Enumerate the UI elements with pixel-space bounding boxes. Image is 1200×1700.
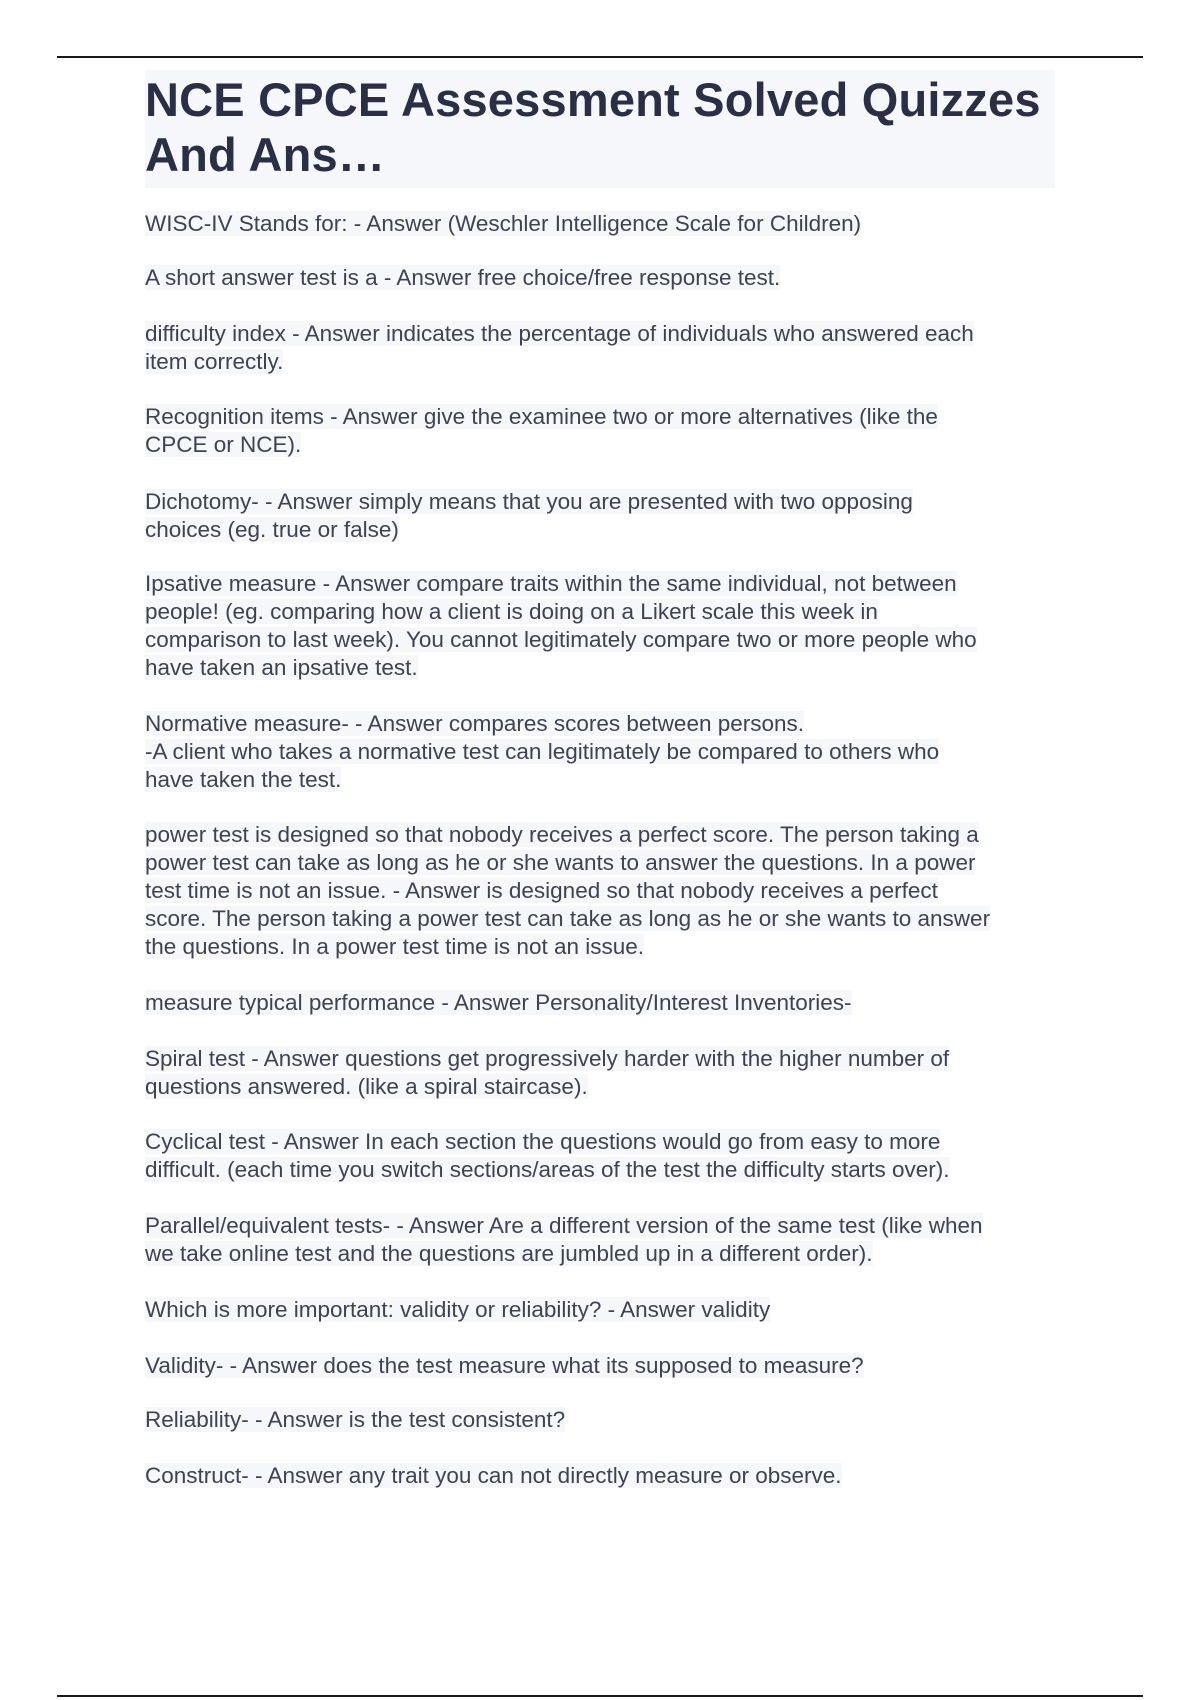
- qa-item-spiral-test: [145, 1045, 949, 1101]
- qa-item-wisc: [145, 210, 861, 238]
- qa-text: WISC-IV Stands for: - Answer (Weschler Intelligence Scale for Children): [145, 211, 862, 236]
- qa-text: Which is more important: validity or reliability? - Answer validity: [145, 1297, 771, 1322]
- qa-text: difficulty index - Answer indicates the percentage of individuals who answered each item correctly.: [145, 321, 974, 374]
- top-rule: [57, 56, 1143, 58]
- qa-item-ipsative: [145, 570, 977, 682]
- qa-text: Reliability- - Answer is the test consistent?: [145, 1407, 566, 1432]
- qa-item-recognition: [145, 403, 938, 459]
- qa-item-validity-vs-reliability: [145, 1296, 770, 1324]
- qa-text: measure typical performance - Answer Personality/Interest Inventories-: [145, 990, 852, 1015]
- qa-item-dichotomy: [145, 488, 913, 544]
- qa-item-difficulty-index: [145, 320, 974, 376]
- qa-text: Parallel/equivalent tests- - Answer Are a different version of the same test (like when we take online test and the questions are jumbled up in a different order).: [145, 1213, 983, 1266]
- qa-item-power-test: [145, 821, 990, 961]
- qa-text: Construct- - Answer any trait you can not directly measure or observe.: [145, 1463, 842, 1488]
- qa-item-normative: [145, 710, 939, 794]
- bottom-rule: [57, 1695, 1143, 1697]
- qa-text: A short answer test is a - Answer free choice/free response test.: [145, 265, 781, 290]
- qa-item-short-answer: [145, 264, 780, 292]
- qa-text: Validity- - Answer does the test measure what its supposed to measure?: [145, 1353, 864, 1378]
- qa-item-typical-performance: [145, 989, 852, 1017]
- qa-text: Cyclical test - Answer In each section the questions would go from easy to more difficult. (each time you switch sections/areas of the test the difficulty starts over).: [145, 1129, 950, 1182]
- qa-text: power test is designed so that nobody receives a perfect score. The person taking a power test can take as long as he or she wants to answer the questions. In a power test time is not an issue. - Answer is designed so that nobody receives a perfect score. The person taking a power test can take as long as he or she wants to answer the questions. In a power test time is not an issue.: [145, 822, 991, 959]
- qa-text: Ipsative measure - Answer compare traits within the same individual, not between people! (eg. comparing how a client is doing on a Likert scale this week in comparison to last week). You cannot legitimately compare two or more people who have taken an ipsative test.: [145, 571, 977, 680]
- qa-item-reliability: [145, 1406, 565, 1434]
- qa-item-construct: [145, 1462, 842, 1490]
- qa-text: Normative measure- - Answer compares scores between persons. -A client who takes a normative test can legitimately be compared to others who have taken the test.: [145, 711, 940, 792]
- document-title: NCE CPCE Assessment Solved Quizzes And Ans…: [145, 70, 1055, 188]
- qa-text: Dichotomy- - Answer simply means that you are presented with two opposing choices (eg. true or false): [145, 489, 913, 542]
- document-content: [145, 70, 1055, 1488]
- qa-item-validity: [145, 1352, 864, 1380]
- qa-text: Recognition items - Answer give the examinee two or more alternatives (like the CPCE or NCE).: [145, 404, 938, 457]
- qa-item-cyclical-test: [145, 1128, 950, 1184]
- qa-item-parallel-tests: [145, 1212, 983, 1268]
- qa-text: Spiral test - Answer questions get progressively harder with the higher number of questions answered. (like a spiral staircase).: [145, 1046, 950, 1099]
